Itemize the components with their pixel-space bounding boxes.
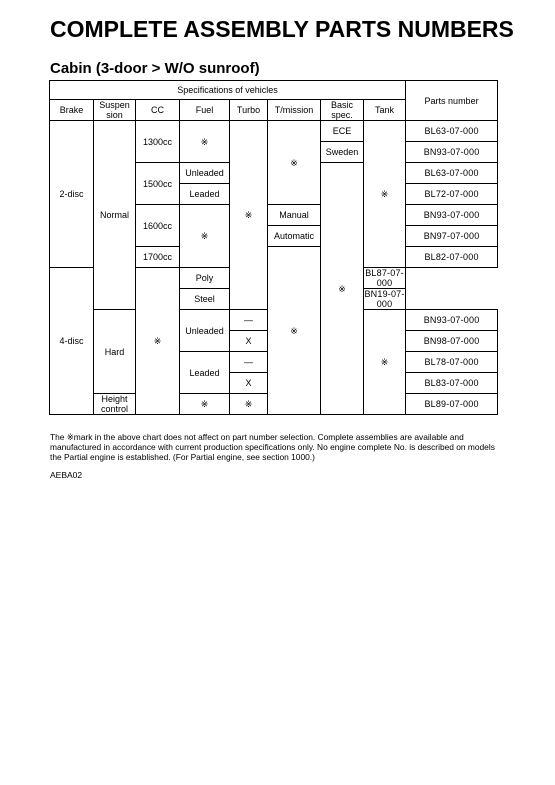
- mark-cell: ※: [364, 121, 406, 268]
- part-number-cell: BL89-07-000: [406, 394, 498, 415]
- part-number-cell: BL63-07-000: [406, 163, 498, 184]
- cc-cell: 1700cc: [136, 247, 180, 268]
- col-header-brake: Brake: [50, 100, 94, 121]
- part-number-cell: BL83-07-000: [406, 373, 498, 394]
- part-number-cell: BN19-07-000: [364, 289, 405, 309]
- col-header-tank: Tank: [364, 100, 406, 121]
- fuel-cell: Leaded: [180, 184, 230, 205]
- mark-cell: ※: [136, 268, 180, 415]
- parts-table: [49, 80, 498, 415]
- turbo-cell: X: [230, 373, 268, 394]
- cc-cell: 1600cc: [136, 205, 180, 247]
- part-number-cell: BN93-07-000: [406, 205, 498, 226]
- suspension-cell: Hard: [94, 310, 136, 394]
- part-number-cell: BN93-07-000: [406, 310, 498, 331]
- turbo-cell: —: [230, 310, 268, 331]
- cc-cell: 1300cc: [136, 121, 180, 163]
- mark-cell: ※: [364, 310, 406, 415]
- document-code: AEBA02: [50, 470, 83, 480]
- mark-cell: ※: [268, 121, 321, 205]
- mark-cell: ※: [230, 394, 268, 415]
- basic-spec-cell: Sweden: [321, 142, 364, 163]
- col-header-basic-spec: Basic spec.: [321, 100, 364, 121]
- page-title: COMPLETE ASSEMBLY PARTS NUMBERS: [50, 16, 514, 42]
- col-header-turbo: Turbo: [230, 100, 268, 121]
- col-header-suspension: Suspen sion: [94, 100, 136, 121]
- turbo-cell: X: [230, 331, 268, 352]
- mark-cell: ※: [321, 163, 364, 415]
- mark-cell: ※: [180, 394, 230, 415]
- section-subtitle: Cabin (3-door > W/O sunroof): [50, 60, 260, 77]
- fuel-cell: Leaded: [180, 352, 230, 394]
- suspension-cell: Height control: [94, 394, 136, 415]
- transmission-cell: Manual: [268, 205, 321, 226]
- specs-header: Specifications of vehicles: [50, 81, 406, 100]
- col-header-fuel: Fuel: [180, 100, 230, 121]
- suspension-cell: Normal: [94, 121, 136, 310]
- part-number-cell: BL72-07-000: [406, 184, 498, 205]
- part-number-cell: BN97-07-000: [406, 226, 498, 247]
- part-number-cell: BL87-07-000: [365, 268, 404, 288]
- fuel-cell: Unleaded: [180, 163, 230, 184]
- cc-cell: 1500cc: [136, 163, 180, 205]
- part-number-cell: BL78-07-000: [406, 352, 498, 373]
- mark-cell: ※: [180, 121, 230, 163]
- footnote: The ※mark in the above chart does not affect on part number selection. Complete assemblies are available and manufactured in accordance with current production specifications only. No engine complete No. is described on models the Partial engine is established. (For Partial engine, see section 1000.): [50, 432, 495, 462]
- col-header-transmission: T/mission: [268, 100, 321, 121]
- mark-cell: ※: [230, 121, 268, 310]
- turbo-cell: —: [230, 352, 268, 373]
- transmission-cell: Automatic: [268, 226, 321, 247]
- basic-spec-cell: ECE: [321, 121, 364, 142]
- part-number-cell: BL82-07-000: [406, 247, 498, 268]
- brake-cell: 2-disc: [50, 121, 94, 268]
- col-header-cc: CC: [136, 100, 180, 121]
- mark-cell: ※: [268, 247, 321, 415]
- fuel-cell: Unleaded: [180, 310, 230, 352]
- tank-cell: Steel: [180, 289, 230, 310]
- tank-cell: Poly: [180, 268, 230, 289]
- part-number-cell: BN98-07-000: [406, 331, 498, 352]
- parts-number-header: Parts number: [406, 81, 498, 121]
- mark-cell: ※: [180, 205, 230, 268]
- part-number-cell: BN93-07-000: [406, 142, 498, 163]
- part-number-cell: BL63-07-000: [406, 121, 498, 142]
- brake-cell: 4-disc: [50, 268, 94, 415]
